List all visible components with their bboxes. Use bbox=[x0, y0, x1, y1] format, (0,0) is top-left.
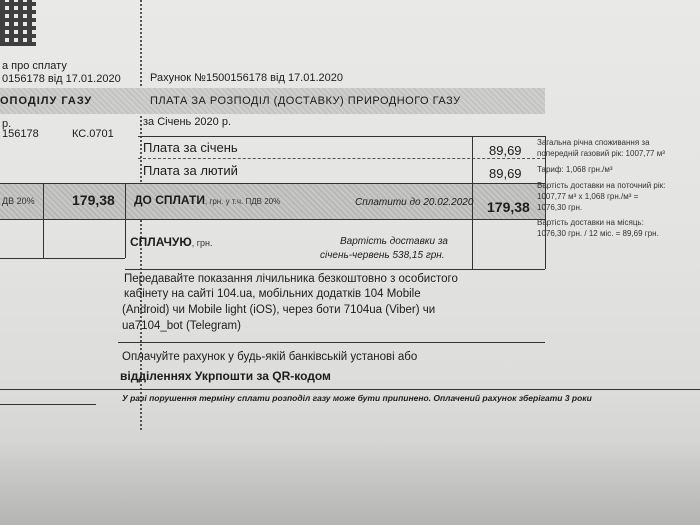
pay-info-line2: відділеннях Укрпошти за QR-кодом bbox=[120, 369, 331, 383]
pay-label: СПЛАЧУЮ bbox=[130, 235, 192, 249]
meter-text-line3: (Android) чи Mobile light (iOS), через боти 7104ua (Viber) чи bbox=[122, 304, 436, 316]
stub-total: 179,38 bbox=[72, 192, 115, 208]
side-note-line4: Вартість доставки на поточний рік: bbox=[537, 181, 666, 190]
rule bbox=[138, 158, 545, 159]
due-amount: 179,38 bbox=[487, 199, 530, 215]
stub-line1: а про сплату bbox=[2, 60, 67, 72]
stub-account: 156178 bbox=[2, 128, 39, 140]
rule bbox=[43, 183, 44, 258]
row-february-amount: 89,69 bbox=[489, 166, 522, 181]
shadow bbox=[0, 440, 700, 525]
stub-code: КС.0701 bbox=[72, 128, 114, 140]
rule bbox=[138, 136, 545, 137]
side-note-line3: Тариф: 1,068 грн./м³ bbox=[537, 165, 613, 174]
invoice-period: за Січень 2020 р. bbox=[143, 116, 232, 128]
warning-text: У разі порушення терміну сплати розподіл газу може бути припинено. Оплачений рахунок зберігати 3 роки bbox=[122, 393, 592, 403]
due-label-group bbox=[134, 193, 280, 207]
side-note-line7: Вартість доставки на місяць: bbox=[537, 218, 644, 227]
invoice-heading: ПЛАТА ЗА РОЗПОДІЛ (ДОСТАВКУ) ПРИРОДНОГО ГАЗУ bbox=[150, 95, 461, 107]
meter-text-line2: кабінету на сайті 104.ua, мобільних додатків 104 Mobile bbox=[124, 288, 421, 300]
stub-invoice-ref: 0156178 від 17.01.2020 bbox=[2, 73, 121, 85]
pay-until: Сплатити до 20.02.2020 bbox=[355, 197, 474, 208]
stub-vat: ДВ 20% bbox=[2, 196, 35, 206]
row-january-amount: 89,69 bbox=[489, 143, 522, 158]
meter-text-line1: Передавайте показання лічильника безкоштовно з особистого bbox=[124, 273, 458, 285]
side-note-line6: 1076,30 грн. bbox=[537, 203, 583, 212]
row-february-label: Плата за лютий bbox=[143, 163, 238, 178]
rule bbox=[0, 404, 96, 405]
side-note-line8: 1076,30 грн. / 12 міс. = 89,69 грн. bbox=[537, 229, 659, 238]
delivery-cost-line1: Вартість доставки за bbox=[340, 236, 448, 247]
rule bbox=[0, 219, 545, 220]
side-note-line5: 1007,77 м³ х 1,068 грн./м³ = bbox=[537, 192, 639, 201]
rule bbox=[125, 269, 545, 270]
due-label: ДО СПЛАТИ bbox=[134, 193, 205, 207]
rule bbox=[0, 258, 125, 259]
pay-info-line1: Оплачуйте рахунок у будь-якій банківській установі або bbox=[122, 351, 418, 363]
pay-label-group bbox=[130, 235, 213, 249]
side-note-line1: Загальна річна споживання за bbox=[537, 138, 650, 147]
pay-unit: , грн. bbox=[191, 238, 213, 248]
rule bbox=[0, 389, 700, 390]
qr-code bbox=[0, 0, 36, 46]
delivery-cost-line2: січень-червень 538,15 грн. bbox=[320, 250, 445, 261]
side-note-line2: попередній газовий рік: 1007,77 м³ bbox=[537, 149, 665, 158]
invoice-title: Рахунок №1500156178 від 17.01.2020 bbox=[150, 72, 343, 84]
row-january-label: Плата за січень bbox=[143, 140, 238, 155]
stub-period: р. bbox=[2, 118, 12, 130]
stub-gas-title: ОПОДІЛУ ГАЗУ bbox=[0, 95, 93, 107]
due-note: , грн. у т.ч. ПДВ 20% bbox=[204, 197, 281, 206]
meter-text-line4: ua7104_bot (Telegram) bbox=[122, 320, 241, 332]
rule bbox=[118, 342, 545, 343]
rule bbox=[0, 183, 545, 184]
rule bbox=[125, 183, 126, 258]
rule bbox=[472, 219, 473, 269]
